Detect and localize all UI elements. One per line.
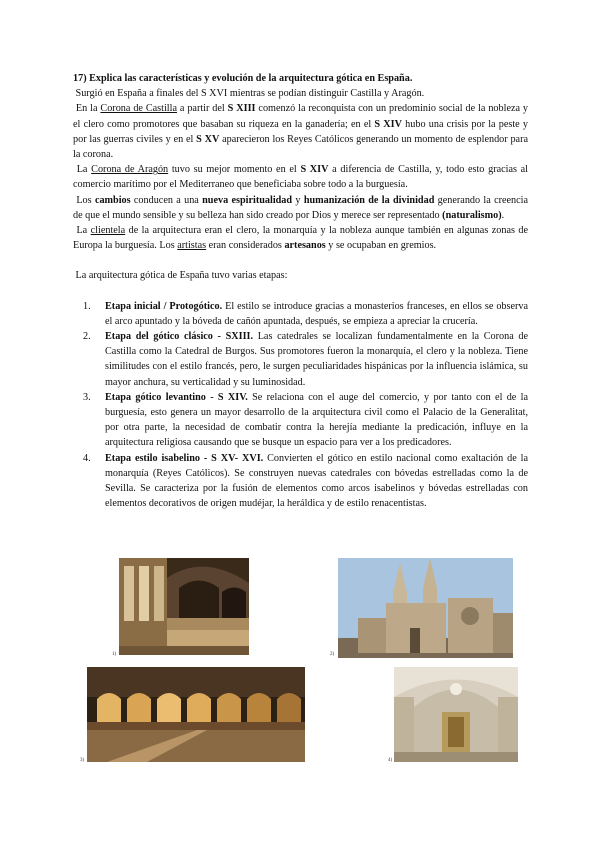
text-run: Los [76,194,95,206]
cloister-illustration [119,558,249,655]
list-number: 2. [83,331,91,343]
text-run: comenzó la reconquista con un predominio social de la nobleza y el clero como promotores que basaban su riqueza en la ganadería; en el [73,103,529,130]
caption-1: 1) [112,652,117,657]
stage-text: Las catedrales se localizan fundamentalmente en la Corona de Castilla como la Catedral de Burgos. Sus promotores fueron la monarquía, el clero y la nobleza. Tiene similitudes con el estilo francés, pero, le surgen peculiaridades hispánicas por la influencia islámica, su mayor anchura, su verticalidad y su luminosidad. [105,331,528,388]
bold-run: S XIV [374,118,402,130]
link-corona-castilla: Corona de Castilla [100,103,177,115]
stage-heading: Etapa gótico levantino - S XIV. [105,391,248,403]
text-run: a partir del [176,103,228,115]
interior-illustration [394,667,518,762]
palace-illustration [87,667,305,762]
stage-heading: Etapa estilo isabelino - S XV- XVI. [105,452,264,464]
stages-intro [73,268,528,283]
spacer [73,253,528,268]
link-artistas: artistas [177,240,207,252]
bold-run: artesanos [284,240,326,252]
caption-4: 4) [388,758,393,763]
bold-run: cambios [94,194,131,206]
text-run: En la [75,103,101,115]
interior-photo [394,667,518,762]
paragraph-cambios [73,193,528,223]
list-item [83,451,528,512]
text-run: aparecieron los Reyes Católicos generando un momento de esplendor para la corona. [73,133,528,161]
list-number: 4. [83,452,91,464]
stages-list [73,299,528,512]
palace-photo [87,667,305,762]
link-clientela: clientela [90,225,126,237]
text-run: conducen a una [130,194,203,206]
list-item [83,390,528,451]
question-title: 17) Explica las características y evolución de la arquitectura gótica en España. [73,73,413,84]
text-run: a diferencia de Castilla, y, todo esto gracias al comercio marítimo por el Mediterraneo que beneficiaba sobre todo a la burguesía. [73,164,528,191]
text-run: La [76,225,91,237]
paragraph-castilla [73,101,528,162]
text-run: de la arquitectura eran el clero, la monarquía y la nobleza aunque también en algunas zonas de Europa la burguesía. Los [73,225,528,252]
origin-text: Surgió en España a finales del S XVI mientras se podían distinguir Castilla y Aragón. [75,88,425,100]
paragraph-clientela [73,223,528,253]
text-run: La [76,164,92,176]
cathedral-photo [338,558,513,658]
paragraph-aragon [73,162,528,192]
bold-run: humanización de la divinidad [303,194,435,206]
cathedral-illustration [338,558,513,658]
list-number: 1. [83,300,91,312]
link-corona-aragon: Corona de Aragón [91,164,169,176]
bold-run: S XIV [300,164,329,176]
stage-text: Convierten el gótico en estilo nacional como exaltación de la monarquía (Reyes Católicos). Se construyen nuevas catedrales con bóvedas estrelladas como la de Sevilla. Se caracteriza por la fusión de elementos como arcos isabelinos y bóvedas estrelladas con elementos decorativos de origen mudéjar, la heráldica y de estilo renacentistas. [105,452,528,510]
text-run: hubo una crisis por la peste y por las guerras civiles y en el [73,118,528,145]
spacer [73,284,528,299]
text-run: . [501,209,505,221]
cloister-photo [119,558,249,655]
bold-run: nueva espiritualidad [202,194,293,206]
caption-2: 2) [330,652,335,657]
bold-run: S XIII [227,103,256,115]
bold-run: (naturalismo) [442,209,502,221]
list-item [83,299,528,329]
intro-text: La arquitectura gótica de España tuvo varias etapas: [75,270,288,282]
list-item [83,329,528,390]
paragraph-origin [73,86,528,101]
stage-heading: Etapa inicial / Protogótico. [105,300,223,312]
text-run: generando la creencia de que el mundo sensible y su belleza han sido creado por Dios y merece ser representado [73,194,529,221]
caption-3: 3) [80,758,85,763]
bold-run: S XV [196,133,220,145]
stage-heading: Etapa del gótico clásico - SXIII. [105,331,254,343]
text-run: y se ocupaban en gremios. [325,240,437,252]
stage-text: El estilo se introduce gracias a monasterios franceses, en ellos se observa el arco apuntado y la bóveda de cañón apuntada, después, se empieza a apreciar la crucería. [105,300,528,327]
stage-text: Se relaciona con el auge del comercio, y por tanto con el de la burguesía, esto genera un mayor desarrollo de la arquitectura civil como el Palacio de la Generalitat, por otra parte, la necesidad de combatir contra la herejía mediante la predicación, influye en la arquitectura religiosa causando que se busque un espacio para ver a los predicadores. [105,391,528,449]
text-run: y [292,194,304,206]
text-run: eran considerados [206,240,285,252]
list-number: 3. [83,391,91,403]
document-text [73,71,528,511]
text-run: tuvo su mejor momento en el [168,164,301,176]
